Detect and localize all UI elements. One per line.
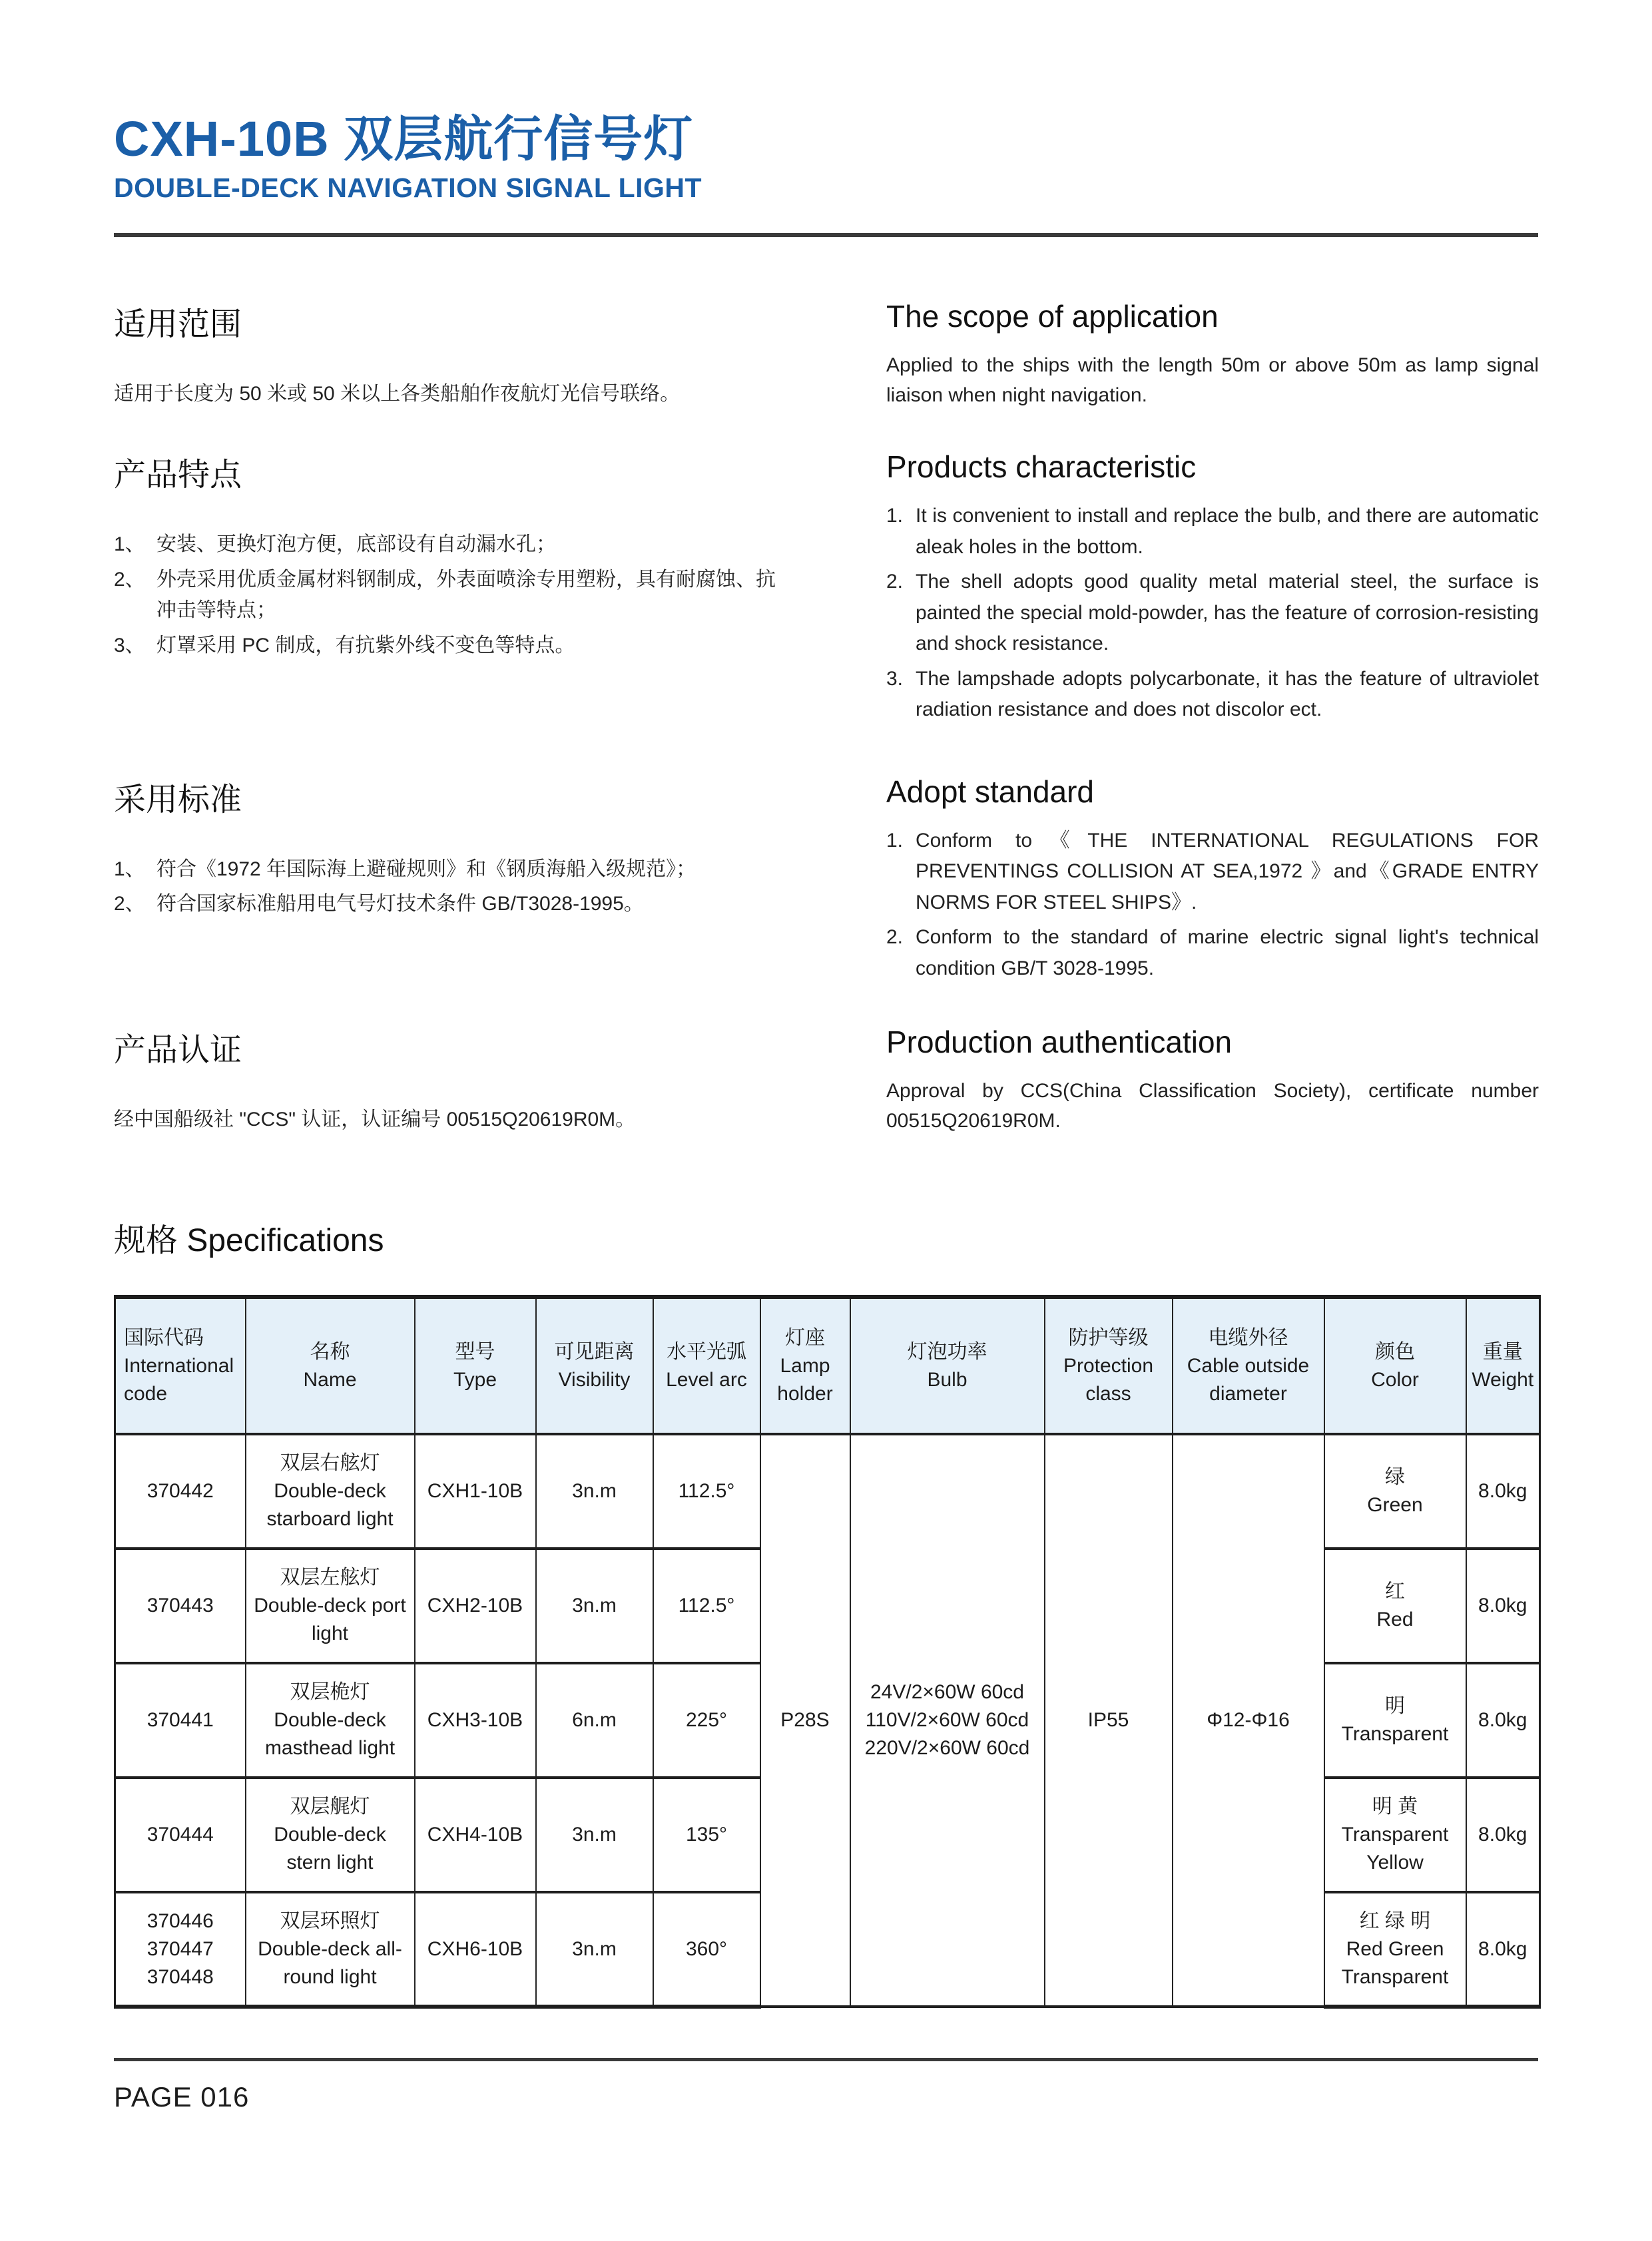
col-level-arc: [653, 1297, 760, 1434]
cell-bulb: [850, 1434, 1045, 2007]
name-zh: 双层右舷灯: [280, 1452, 380, 1475]
col-label-en: Lamp holder: [777, 1354, 833, 1405]
name-zh: 双层左舷灯: [280, 1567, 380, 1589]
code-line: 370447: [146, 1937, 214, 1960]
col-label-zh: 灯座: [785, 1326, 825, 1349]
standard-en-list: [886, 826, 1539, 985]
col-label-zh: 水平光弧: [667, 1340, 746, 1363]
item-text: Conform to the standard of marine electric signal light's technical condition GB/T 3028-1995.: [916, 926, 1539, 979]
cell-level-arc: 225°: [653, 1663, 760, 1778]
col-label-en: Type: [453, 1368, 497, 1391]
table-row: [115, 1434, 1540, 1549]
col-protection-class: [1045, 1297, 1173, 1434]
cell-code: [115, 1892, 246, 2007]
col-label-en: Color: [1371, 1368, 1419, 1391]
cell-weight: 8.0kg: [1466, 1663, 1540, 1778]
item-text: It is convenient to install and replace the bulb, and there are automatic aleak holes in the bottom.: [916, 505, 1539, 558]
cell-level-arc: 112.5°: [653, 1434, 760, 1549]
col-label-en: Name: [303, 1368, 357, 1391]
cell-type: CXH3-10B: [415, 1663, 536, 1778]
bulb-line: 110V/2×60W 60cd: [865, 1709, 1029, 1732]
col-international-code: [115, 1297, 246, 1434]
cell-type: CXH6-10B: [415, 1892, 536, 2007]
list-item: [114, 854, 793, 885]
col-label-en: International code: [124, 1354, 234, 1405]
page-number: PAGE 016: [114, 2081, 250, 2113]
name-zh: 双层艉灯: [290, 1796, 370, 1818]
standard-en-title: Adopt standard: [886, 774, 1095, 809]
item-text: Conform to《THE INTERNATIONAL REGULATIONS FOR PREVENTINGS COLLISION AT SEA,1972 》and《GRADE ENTRY NORMS FOR STEEL SHIPS》.: [916, 829, 1539, 913]
col-label-en: Bulb: [927, 1368, 967, 1391]
col-label-zh: 重量: [1482, 1340, 1523, 1363]
item-text: The lampshade adopts polycarbonate, it has the feature of ultraviolet radiation resistance and does not discolor ect.: [916, 667, 1539, 721]
scope-en-title: The scope of application: [886, 299, 1219, 334]
list-item: [886, 664, 1539, 726]
list-item: [114, 565, 793, 626]
code-line: 370448: [146, 1965, 214, 1988]
item-number: 3.: [886, 667, 904, 690]
col-label-zh: 国际代码: [124, 1326, 204, 1349]
item-number: 1.: [886, 829, 904, 852]
cell-color: [1324, 1434, 1466, 1549]
col-weight: [1466, 1297, 1540, 1434]
col-label-en: Visibility: [558, 1368, 631, 1391]
page-subtitle: DOUBLE-DECK NAVIGATION SIGNAL LIGHT: [114, 172, 702, 204]
col-bulb: [850, 1297, 1045, 1434]
cert-en: [886, 1024, 1539, 1136]
item-number: 2、: [114, 568, 145, 591]
code-line: 370446: [146, 1909, 214, 1932]
color-en: Green: [1367, 1494, 1423, 1517]
features-zh-title: 产品特点: [114, 457, 242, 493]
features-en-list: [886, 501, 1539, 726]
standard-zh-list: [114, 854, 793, 920]
standard-zh: [114, 774, 793, 920]
cert-en-body: Approval by CCS(China Classification Society), certificate number 00515Q20619R0M.: [886, 1080, 1539, 1132]
code-stack: [147, 1907, 214, 1991]
scope-zh: [114, 298, 793, 410]
cell-code: 370441: [115, 1663, 246, 1778]
col-type: [415, 1297, 536, 1434]
item-text: 安装、更换灯泡方便，底部设有自动漏水孔；: [156, 533, 556, 556]
footer-divider: [114, 2058, 1538, 2061]
scope-en-body: Applied to the ships with the length 50m or above 50m as lamp signal liaison when night navigation.: [886, 354, 1539, 407]
list-item: [886, 826, 1539, 919]
list-item: [114, 630, 793, 662]
document-header: [114, 0, 1538, 237]
name-en: Double-deck starboard light: [266, 1480, 394, 1531]
cell-code: 370442: [115, 1434, 246, 1549]
section-standard: [114, 774, 1538, 985]
col-label-zh: 电缆外径: [1208, 1326, 1288, 1349]
cell-color: [1324, 1892, 1466, 2007]
name-en: Double-deck masthead light: [264, 1709, 396, 1760]
features-zh: [114, 449, 793, 661]
item-text: 符合国家标准船用电气号灯技术条件 GB/T3028-1995。: [156, 893, 644, 915]
col-label-zh: 颜色: [1375, 1340, 1415, 1363]
standard-zh-title: 采用标准: [114, 782, 242, 818]
section-features: [114, 449, 1538, 726]
bulb-line: 220V/2×60W 60cd: [864, 1737, 1030, 1760]
color-zh: 绿: [1385, 1466, 1405, 1489]
cell-level-arc: 135°: [653, 1778, 760, 1892]
color-en: Red: [1376, 1609, 1414, 1631]
cell-code: 370443: [115, 1549, 246, 1663]
cell-name: [246, 1778, 415, 1892]
cell-type: CXH4-10B: [415, 1778, 536, 1892]
cert-en-title: Production authentication: [886, 1025, 1233, 1060]
color-en: Transparent Yellow: [1341, 1824, 1449, 1874]
cell-weight: 8.0kg: [1466, 1434, 1540, 1549]
cell-weight: 8.0kg: [1466, 1549, 1540, 1663]
list-item: [114, 529, 793, 561]
standard-en: [886, 774, 1539, 985]
item-number: 1、: [114, 533, 145, 556]
cell-name: [246, 1892, 415, 2007]
item-text: The shell adopts good quality metal material steel, the surface is painted the special mold-powder, has the feature of corrosion-resisting and shock resistance.: [916, 571, 1539, 655]
col-label-zh: 防护等级: [1068, 1326, 1149, 1349]
col-label-en: Cable outside diameter: [1187, 1354, 1310, 1405]
item-number: 2.: [886, 571, 904, 593]
color-zh: 明: [1385, 1695, 1405, 1718]
name-en: Double-deck stern light: [274, 1824, 386, 1874]
page-title: CXH-10B 双层航行信号灯: [114, 111, 694, 166]
features-zh-list: [114, 529, 793, 661]
col-cable-diameter: [1173, 1297, 1324, 1434]
list-item: [886, 922, 1539, 984]
cell-color: [1324, 1778, 1466, 1892]
cell-name: [246, 1663, 415, 1778]
col-color: [1324, 1297, 1466, 1434]
item-text: 外壳采用优质金属材料钢制成，外表面喷涂专用塑粉，具有耐腐蚀、抗冲击等特点；: [156, 568, 776, 622]
item-number: 2.: [886, 926, 904, 949]
col-label-zh: 灯泡功率: [907, 1340, 987, 1363]
name-en: Double-deck port light: [254, 1595, 406, 1645]
color-zh: 明 黄: [1372, 1796, 1418, 1818]
cell-level-arc: 360°: [653, 1892, 760, 2007]
table-header-row: [115, 1297, 1540, 1434]
cell-visibility: 3n.m: [536, 1892, 653, 2007]
col-label-zh: 名称: [310, 1340, 350, 1363]
cert-zh-title: 产品认证: [114, 1033, 242, 1069]
item-text: 符合《1972 年国际海上避碰规则》和《钢质海船入级规范》；: [156, 858, 696, 880]
cell-level-arc: 112.5°: [653, 1549, 760, 1663]
list-item: [114, 889, 793, 920]
list-item: [886, 567, 1539, 660]
features-en-title: Products characteristic: [886, 449, 1197, 485]
section-certification: [114, 1024, 1538, 1136]
item-number: 2、: [114, 893, 145, 915]
item-number: 1、: [114, 858, 145, 880]
name-en: Double-deck all-round light: [258, 1937, 402, 1988]
item-text: 灯罩采用 PC 制成，有抗紫外线不变色等特点。: [156, 634, 575, 656]
specifications-title: 规格 Specifications: [114, 1223, 384, 1259]
item-number: 1.: [886, 505, 904, 527]
col-visibility: [536, 1297, 653, 1434]
cell-name: [246, 1549, 415, 1663]
list-item: [886, 501, 1539, 563]
cell-weight: 8.0kg: [1466, 1778, 1540, 1892]
cell-type: CXH1-10B: [415, 1434, 536, 1549]
color-zh: 红: [1385, 1581, 1405, 1603]
cell-protection-class: IP55: [1045, 1434, 1173, 2007]
header-divider: [114, 233, 1538, 237]
col-name: [246, 1297, 415, 1434]
color-en: Transparent: [1341, 1723, 1449, 1746]
col-label-en: Protection class: [1063, 1354, 1154, 1405]
name-zh: 双层环照灯: [280, 1909, 380, 1932]
col-label-zh: 可见距离: [554, 1340, 635, 1363]
cell-color: [1324, 1549, 1466, 1663]
scope-zh-title: 适用范围: [114, 307, 242, 343]
col-label-en: Level arc: [666, 1368, 747, 1391]
cell-cable-diameter: Φ12-Φ16: [1173, 1434, 1324, 2007]
scope-en: [886, 298, 1539, 410]
cell-weight: 8.0kg: [1466, 1892, 1540, 2007]
cert-zh-body: 经中国船级社 "CCS" 认证，认证编号 00515Q20619R0M。: [114, 1109, 636, 1131]
cell-color: [1324, 1663, 1466, 1778]
cell-type: CXH2-10B: [415, 1549, 536, 1663]
col-label-en: Weight: [1472, 1368, 1534, 1391]
cert-zh: [114, 1024, 793, 1136]
specifications-table: [114, 1295, 1541, 2009]
color-en: Red Green Transparent: [1341, 1937, 1449, 1988]
scope-zh-body: 适用于长度为 50 米或 50 米以上各类船舶作夜航灯光信号联络。: [114, 383, 681, 405]
cell-visibility: 6n.m: [536, 1663, 653, 1778]
color-zh: 红 绿 明: [1359, 1909, 1431, 1932]
section-scope: [114, 298, 1538, 410]
col-label-zh: 型号: [455, 1340, 495, 1363]
cell-code: 370444: [115, 1778, 246, 1892]
cell-name: [246, 1434, 415, 1549]
cell-visibility: 3n.m: [536, 1434, 653, 1549]
item-number: 3、: [114, 634, 145, 656]
col-lamp-holder: [760, 1297, 850, 1434]
cell-visibility: 3n.m: [536, 1549, 653, 1663]
name-zh: 双层桅灯: [290, 1681, 370, 1704]
cell-lamp-holder: P28S: [760, 1434, 850, 2007]
bulb-line: 24V/2×60W 60cd: [870, 1681, 1024, 1704]
features-en: [886, 449, 1539, 726]
cell-visibility: 3n.m: [536, 1778, 653, 1892]
